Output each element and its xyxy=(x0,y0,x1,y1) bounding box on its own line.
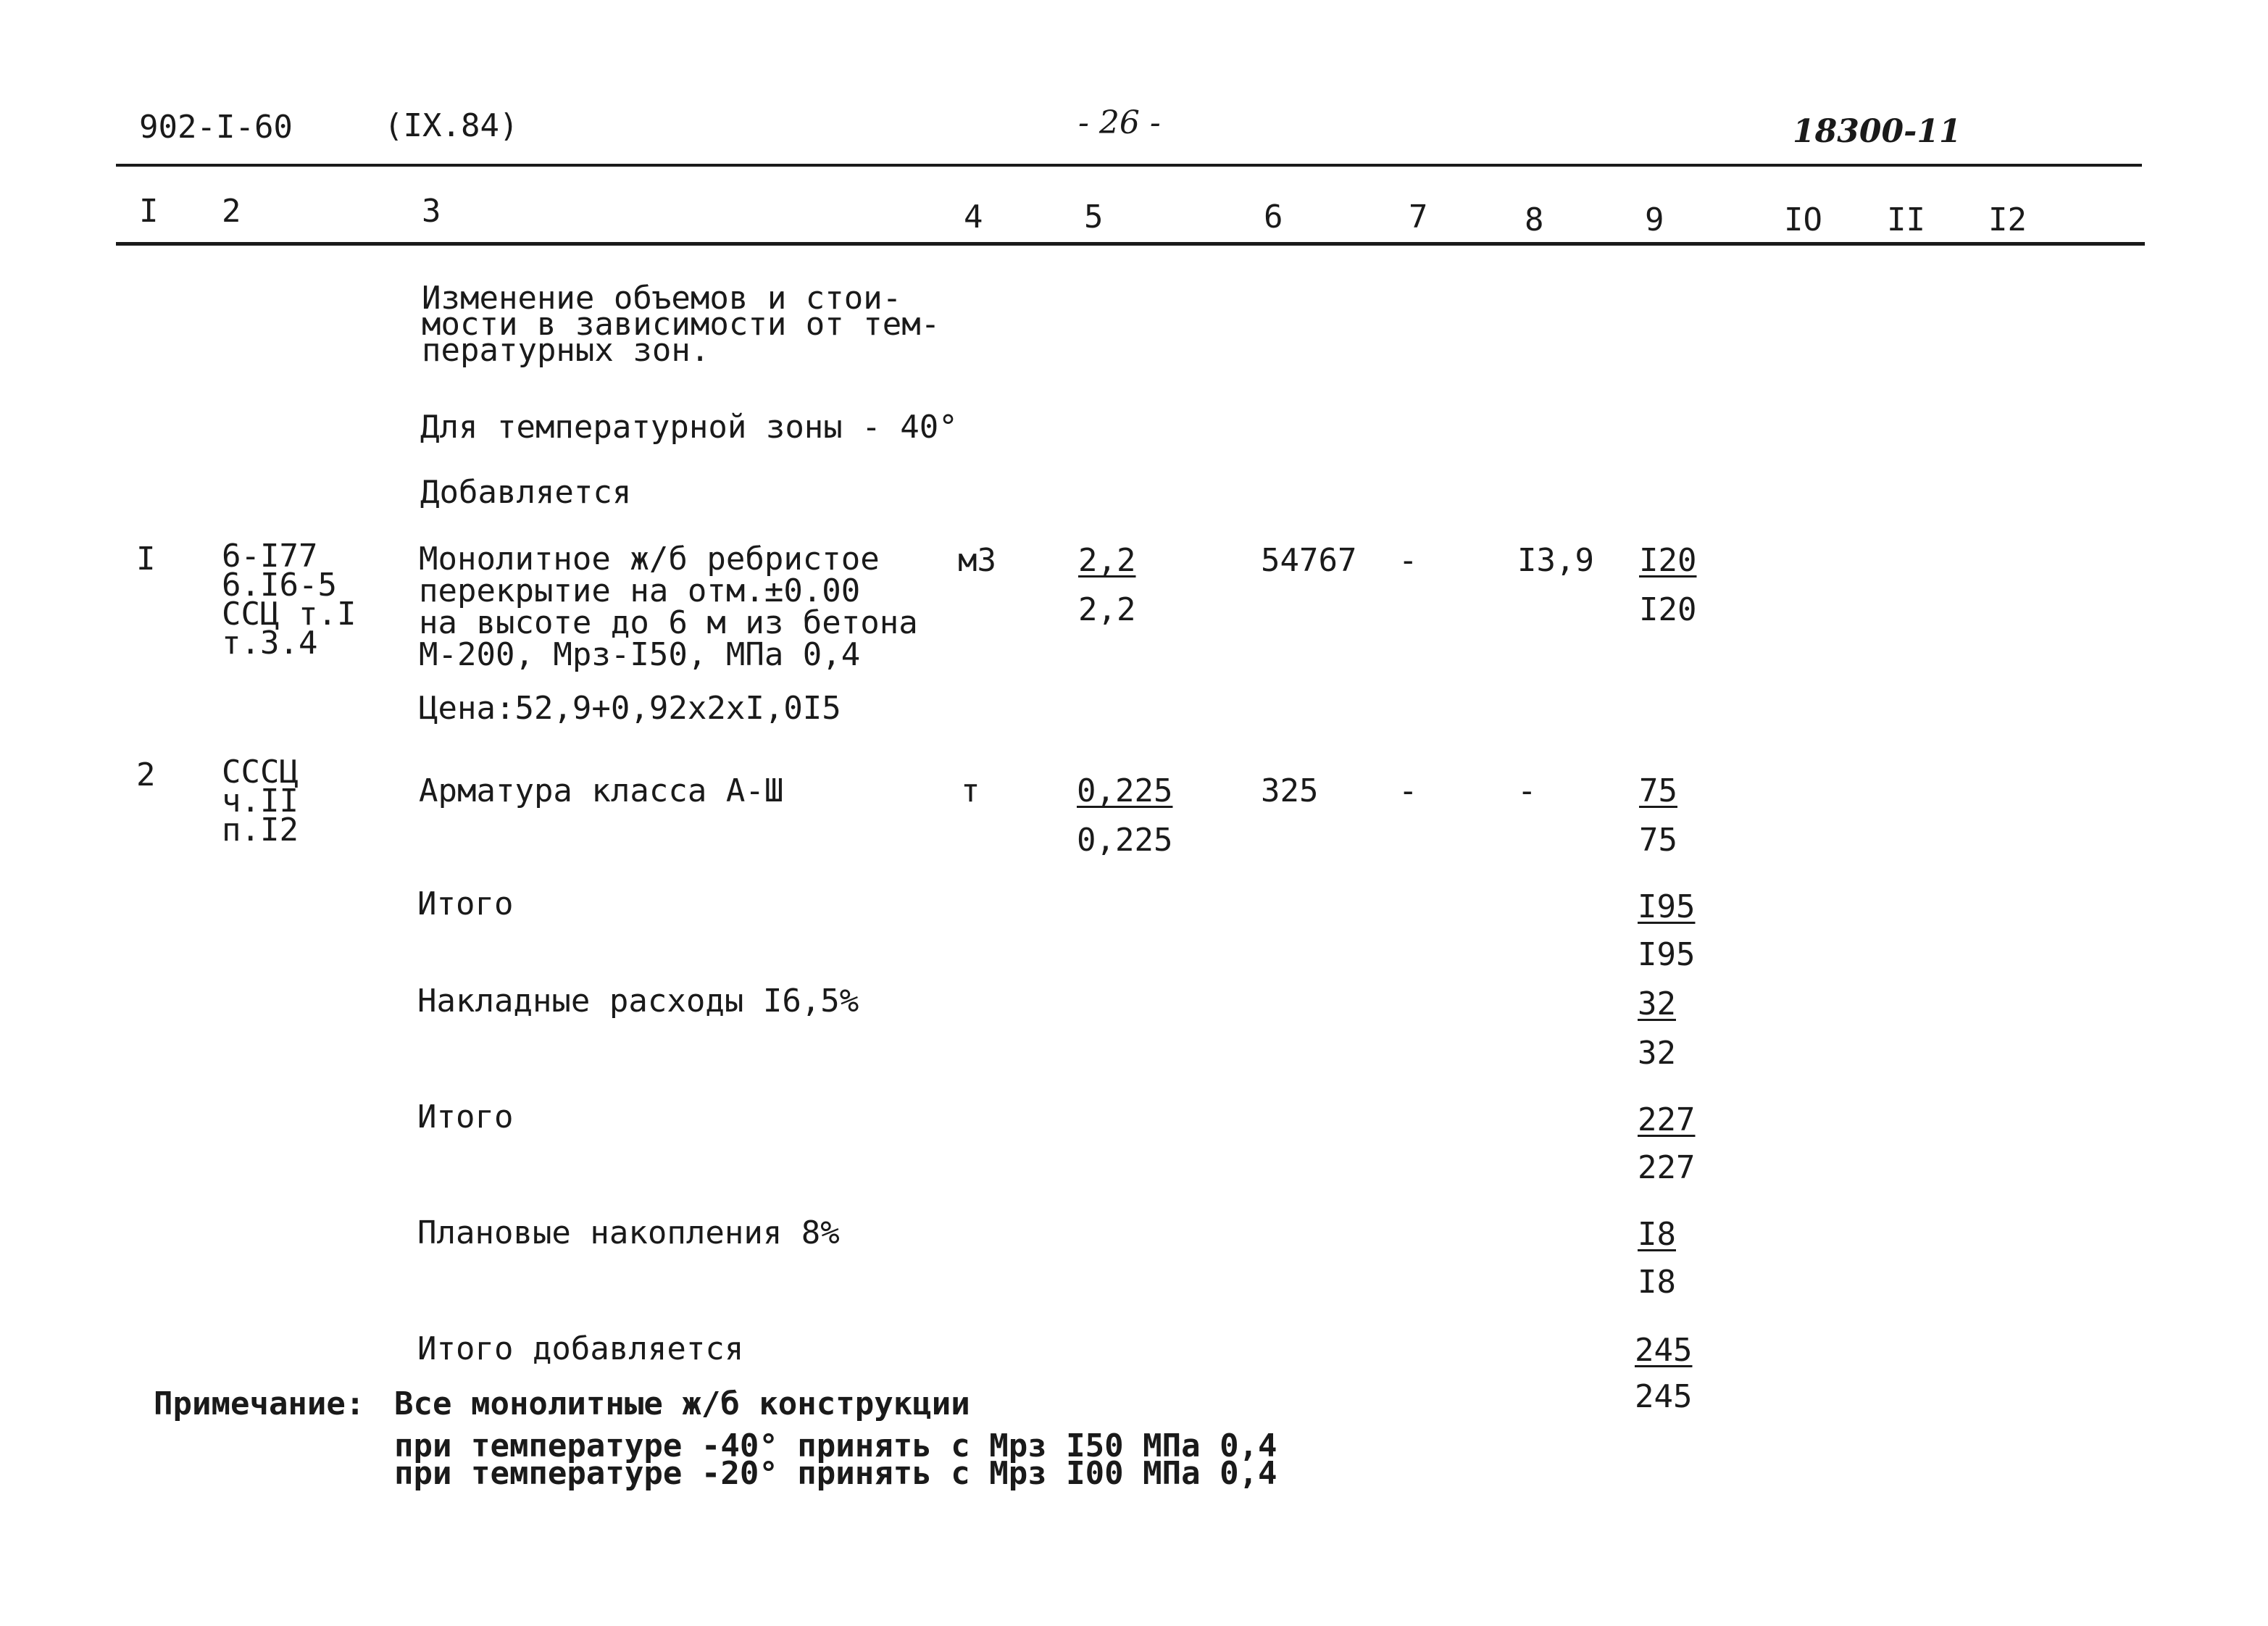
planned-savings-bottom: I8 xyxy=(1638,1264,1676,1301)
column-number: 7 xyxy=(1409,199,1428,235)
quantity-bottom: 0,225 xyxy=(1077,822,1173,859)
quantity-bottom: 2,2 xyxy=(1078,591,1136,628)
unit: т xyxy=(961,772,980,809)
section-title: Изменение объемов и стои- мости в зависимости от тем- пературных зон. xyxy=(422,280,941,369)
subtotal-label: Итого xyxy=(417,1098,514,1135)
column-number: I2 xyxy=(1988,201,2027,238)
document-number: 18300-11 xyxy=(1793,113,1961,150)
header-bottom-rule xyxy=(116,242,2145,246)
header-top-rule xyxy=(116,164,2142,167)
unit-cost: 54767 xyxy=(1261,542,1357,579)
subtotal-label: Итого xyxy=(417,885,514,922)
page-number: - 26 - xyxy=(1078,104,1161,141)
grand-total-label: Итого добавляется xyxy=(417,1330,744,1367)
total-bottom: I20 xyxy=(1639,591,1697,628)
norm-reference: 6-I77 6.I6-5 ССЦ т.I т.3.4 xyxy=(222,538,357,662)
quantity-top: 0,225 xyxy=(1077,772,1173,809)
subtotal-bottom: 227 xyxy=(1638,1149,1696,1186)
total-top: I20 xyxy=(1639,542,1697,579)
total-bottom: 75 xyxy=(1639,822,1677,859)
issue-date: (IX.84) xyxy=(384,107,519,144)
column-number: 9 xyxy=(1645,201,1664,238)
subtotal-bottom: I95 xyxy=(1638,936,1696,973)
column-number: 2 xyxy=(222,193,241,230)
column-number: I xyxy=(139,193,159,230)
planned-savings-top: I8 xyxy=(1638,1216,1676,1253)
grand-total-top: 245 xyxy=(1635,1332,1693,1369)
quantity-top: 2,2 xyxy=(1078,542,1136,579)
norm-reference: СССЦ ч.II п.I2 xyxy=(222,754,299,849)
column-number: 8 xyxy=(1525,201,1544,238)
note-line: при температуре -20° принять с Мрз I00 МПа 0,4 xyxy=(394,1455,1277,1492)
work-description: Арматура класса А-Ш xyxy=(419,772,784,809)
temperature-zone: Для температурной зоны - 40° xyxy=(420,409,958,446)
column-number: 5 xyxy=(1084,199,1104,235)
series-code: 902-I-60 xyxy=(139,109,293,146)
subtotal-top: 227 xyxy=(1638,1101,1696,1138)
column-number: II xyxy=(1887,201,1925,238)
column-7-value: - xyxy=(1398,772,1418,809)
row-number: I xyxy=(136,541,156,578)
overhead-label: Накладные расходы I6,5% xyxy=(417,983,859,1020)
column-7-value: - xyxy=(1398,542,1418,579)
grand-total-bottom: 245 xyxy=(1635,1378,1693,1415)
row-number: 2 xyxy=(136,756,156,793)
added-heading: Добавляется xyxy=(420,474,632,511)
column-8-value: - xyxy=(1517,772,1537,809)
overhead-bottom: 32 xyxy=(1638,1035,1676,1072)
column-8-value: I3,9 xyxy=(1517,542,1594,579)
work-description: Монолитное ж/б ребристое перекрытие на отм.±0.00 на высоте до 6 м из бетона М-200, Мрз-I50, МПа 0,4 xyxy=(419,541,918,673)
price-note: Цена:52,9+0,92х2хI,0I5 xyxy=(419,690,841,727)
note-label: Примечание: xyxy=(154,1385,365,1422)
column-number: IO xyxy=(1784,201,1822,238)
overhead-top: 32 xyxy=(1638,985,1676,1022)
column-number: 6 xyxy=(1264,199,1283,235)
column-number: 3 xyxy=(422,193,441,230)
unit-cost: 325 xyxy=(1261,772,1319,809)
planned-savings-label: Плановые накопления 8% xyxy=(417,1214,840,1251)
total-top: 75 xyxy=(1639,772,1677,809)
note-line: при температуре -40° принять с Мрз I50 МПа 0,4 xyxy=(394,1427,1277,1464)
note-line: Все монолитные ж/б конструкции xyxy=(394,1385,970,1422)
subtotal-top: I95 xyxy=(1638,888,1696,925)
unit: м3 xyxy=(958,542,996,579)
column-number: 4 xyxy=(964,199,983,235)
